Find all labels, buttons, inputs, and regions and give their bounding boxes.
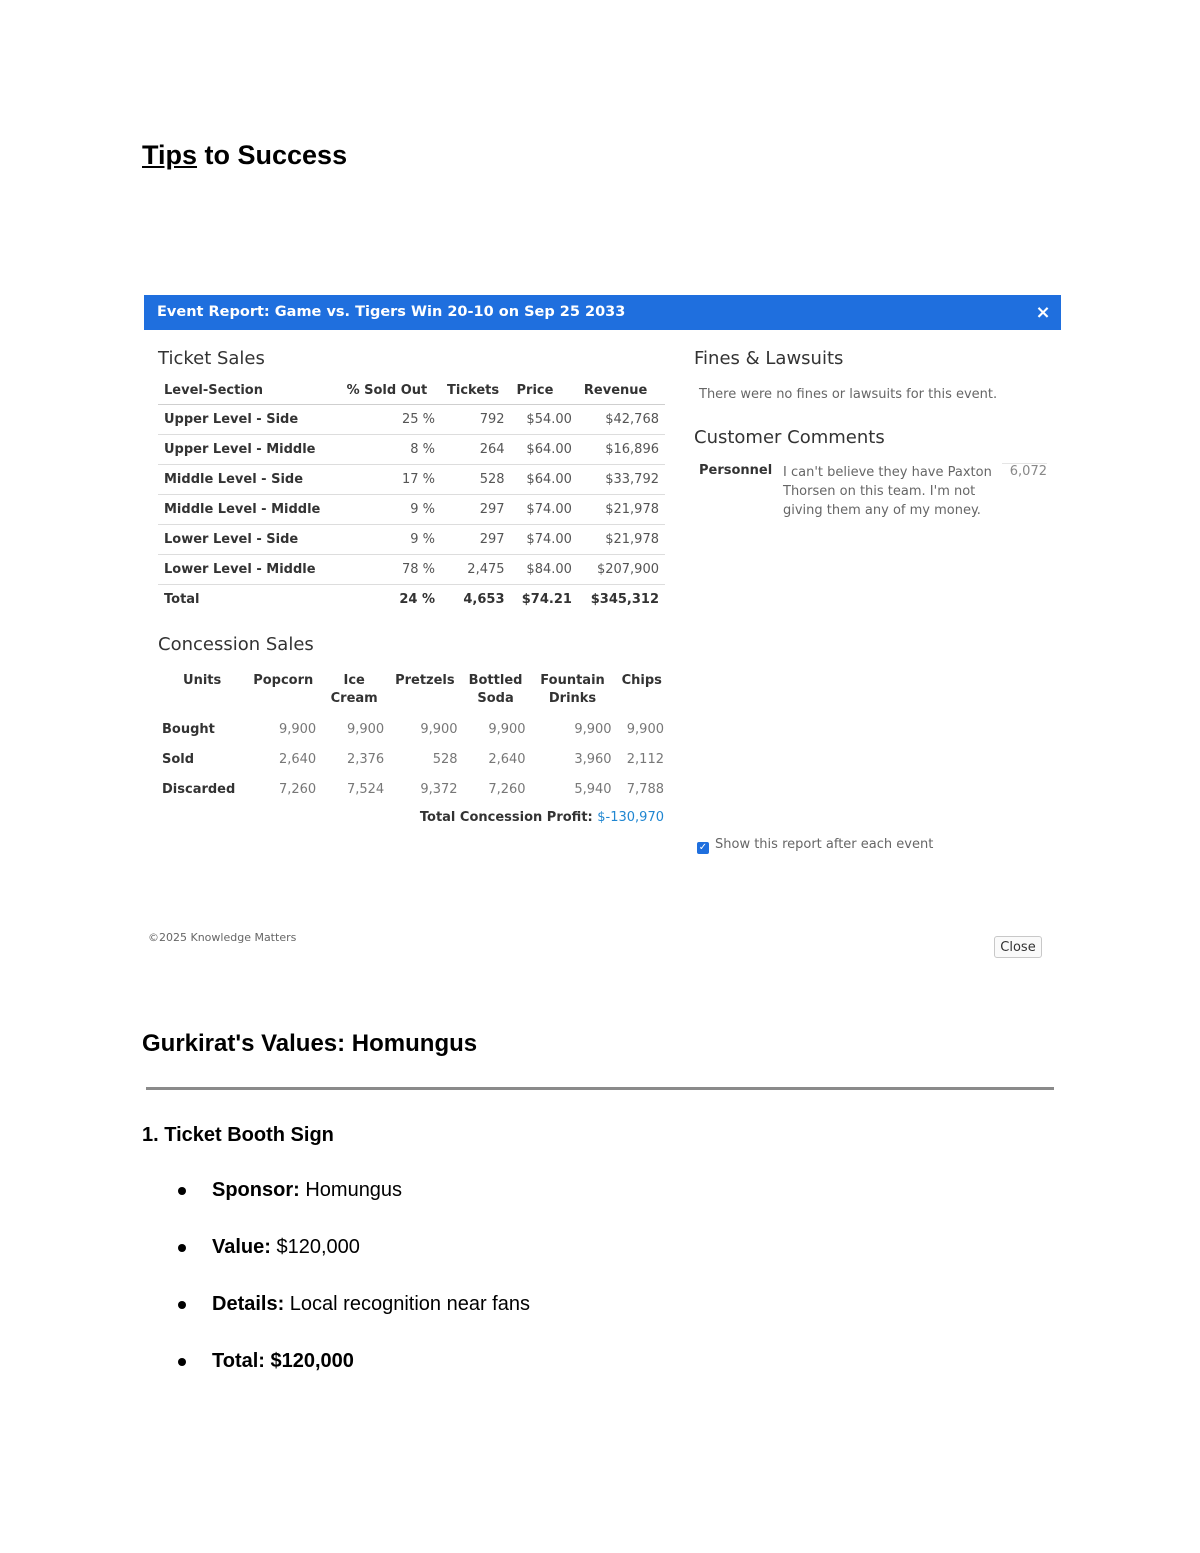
cell-chips: 9,900 <box>626 721 664 737</box>
cell-revenue: $33,792 <box>578 465 665 495</box>
col-popcorn: Popcorn <box>253 673 314 688</box>
detail-label: Details: <box>212 1293 285 1315</box>
profit-value: $-130,970 <box>597 810 664 825</box>
cell-tickets: 297 <box>441 525 511 555</box>
cell-units: Discarded <box>162 781 236 797</box>
cell-pretzels: 9,900 <box>420 721 458 737</box>
list-item <box>212 1346 530 1403</box>
col-level-section: Level-Section <box>158 377 341 405</box>
detail-label: Value: <box>212 1236 271 1258</box>
show-report-label: Show this report after each event <box>715 837 934 852</box>
close-button[interactable]: Close <box>994 936 1042 958</box>
col-revenue: Revenue <box>578 377 665 405</box>
page-title-rest: to Success <box>197 140 348 170</box>
cell-revenue: $42,768 <box>578 405 665 435</box>
detail-value: Homungus <box>299 1179 403 1201</box>
detail-label: Sponsor: <box>212 1179 300 1201</box>
comment-text: I can't believe they have Paxton Thorsen on this team. I'm not giving them any of my money. <box>783 465 992 518</box>
cell-price: $74.00 <box>511 495 578 525</box>
cell-sold-out: 78 % <box>341 555 441 585</box>
cell-units: Sold <box>162 751 195 767</box>
ticket-sales-title: Ticket Sales <box>158 348 265 369</box>
cell-popcorn: 7,260 <box>278 781 317 797</box>
cell-level: Upper Level - Middle <box>158 435 341 465</box>
col-chips: Chips <box>621 673 662 688</box>
cell-fountain-drinks: 3,960 <box>574 751 612 767</box>
cell-tickets: 264 <box>441 435 511 465</box>
profit-label: Total Concession Profit: <box>419 810 598 825</box>
col-units: Units <box>183 673 222 688</box>
col-fountain-drinks: Fountain Drinks <box>540 673 605 706</box>
cell-bottled-soda: 7,260 <box>488 781 526 797</box>
col-sold-out: % Sold Out <box>341 377 441 405</box>
concession-sales-title: Concession Sales <box>158 634 314 655</box>
cell-ice-cream: 7,524 <box>346 781 385 797</box>
cell-popcorn: 9,900 <box>278 721 317 737</box>
col-tickets: Tickets <box>441 377 511 405</box>
cell-tickets: 792 <box>441 405 511 435</box>
list-item <box>212 1232 530 1289</box>
cell-sold-out: 9 % <box>341 525 441 555</box>
values-heading: Gurkirat's Values: Homungus <box>142 1030 478 1057</box>
cell-price: $54.00 <box>511 405 578 435</box>
cell-level: Lower Level - Middle <box>158 555 341 585</box>
cell-units: Bought <box>162 721 215 737</box>
detail-value: Local recognition near fans <box>284 1293 530 1315</box>
concession-sales-table <box>158 670 668 804</box>
cell-ice-cream: 2,376 <box>346 751 385 767</box>
cell-revenue: $21,978 <box>578 495 665 525</box>
cell-level: Upper Level - Side <box>158 405 341 435</box>
checkbox-checked-icon[interactable]: ✓ <box>698 842 708 853</box>
cell-total-sold-out: 24 % <box>399 592 436 607</box>
list-item <box>212 1289 530 1346</box>
bullet-icon <box>178 1244 186 1252</box>
cell-revenue: $16,896 <box>578 435 665 465</box>
cell-total-tickets: 4,653 <box>463 592 505 607</box>
col-pretzels: Pretzels <box>395 673 455 688</box>
cell-price: $64.00 <box>511 465 578 495</box>
bullet-icon <box>178 1301 186 1309</box>
item-heading: 1. Ticket Booth Sign <box>142 1124 334 1146</box>
cell-pretzels: 9,372 <box>420 781 458 797</box>
table-row <box>158 744 668 774</box>
concession-header-row <box>158 670 668 714</box>
show-report-option[interactable] <box>697 837 933 854</box>
cell-total-revenue: $345,312 <box>590 592 659 607</box>
cell-bottled-soda: 9,900 <box>488 721 526 737</box>
table-row <box>158 525 665 555</box>
cell-level: Middle Level - Side <box>158 465 341 495</box>
ticket-sales-header-row <box>158 377 665 405</box>
horizontal-rule <box>146 1087 1054 1090</box>
cell-popcorn: 2,640 <box>278 751 317 767</box>
event-report-panel <box>144 295 1061 970</box>
cell-revenue: $21,978 <box>578 525 665 555</box>
cell-bottled-soda: 2,640 <box>488 751 526 767</box>
cell-total-price: $74.21 <box>521 592 572 607</box>
fines-text: There were no fines or lawsuits for this event. <box>699 387 998 402</box>
table-total-row <box>158 585 665 615</box>
cell-sold-out: 9 % <box>341 495 441 525</box>
table-row <box>158 555 665 585</box>
bullet-icon <box>178 1358 186 1366</box>
detail-label: Total: $120,000 <box>212 1350 354 1372</box>
copyright: ©2025 Knowledge Matters <box>148 931 297 944</box>
cell-price: $74.00 <box>511 525 578 555</box>
cell-fountain-drinks: 9,900 <box>574 721 612 737</box>
cell-total-label: Total <box>164 592 200 607</box>
table-row <box>158 714 668 744</box>
table-row <box>158 405 665 435</box>
page-title-underlined: Tips <box>142 140 198 170</box>
cell-tickets: 528 <box>441 465 511 495</box>
report-header <box>144 295 1061 330</box>
cell-sold-out: 8 % <box>341 435 441 465</box>
table-row <box>158 435 665 465</box>
cell-chips: 7,788 <box>626 781 664 797</box>
report-header-title: Event Report: Game vs. Tigers Win 20-10 on Sep 25 2033 <box>157 304 626 320</box>
cell-sold-out: 17 % <box>341 465 441 495</box>
table-row <box>158 774 668 804</box>
close-icon[interactable]: × <box>1035 302 1051 323</box>
cell-level: Lower Level - Side <box>158 525 341 555</box>
cell-price: $84.00 <box>511 555 578 585</box>
col-ice-cream: Ice Cream <box>330 673 378 706</box>
col-price: Price <box>511 377 578 405</box>
cell-level: Middle Level - Middle <box>158 495 341 525</box>
cell-tickets: 297 <box>441 495 511 525</box>
details-list <box>212 1175 530 1403</box>
cell-ice-cream: 9,900 <box>346 721 385 737</box>
list-item <box>212 1175 530 1232</box>
bullet-icon <box>178 1187 186 1195</box>
ticket-sales-table <box>158 377 665 614</box>
comments-title: Customer Comments <box>694 427 885 448</box>
fines-title: Fines & Lawsuits <box>694 348 844 369</box>
cell-chips: 2,112 <box>626 751 664 767</box>
detail-value: $120,000 <box>270 1236 360 1258</box>
table-row <box>158 495 665 525</box>
cell-revenue: $207,900 <box>578 555 665 585</box>
cell-pretzels: 528 <box>432 751 458 767</box>
comment-amount: 6,072 <box>1002 463 1047 479</box>
page-title <box>142 140 347 171</box>
cell-sold-out: 25 % <box>341 405 441 435</box>
total-concession-profit <box>420 810 664 825</box>
table-row <box>158 465 665 495</box>
col-bottled-soda: Bottled Soda <box>468 673 523 706</box>
cell-tickets: 2,475 <box>441 555 511 585</box>
comment-category: Personnel <box>699 463 773 478</box>
cell-price: $64.00 <box>511 435 578 465</box>
cell-fountain-drinks: 5,940 <box>574 781 612 797</box>
